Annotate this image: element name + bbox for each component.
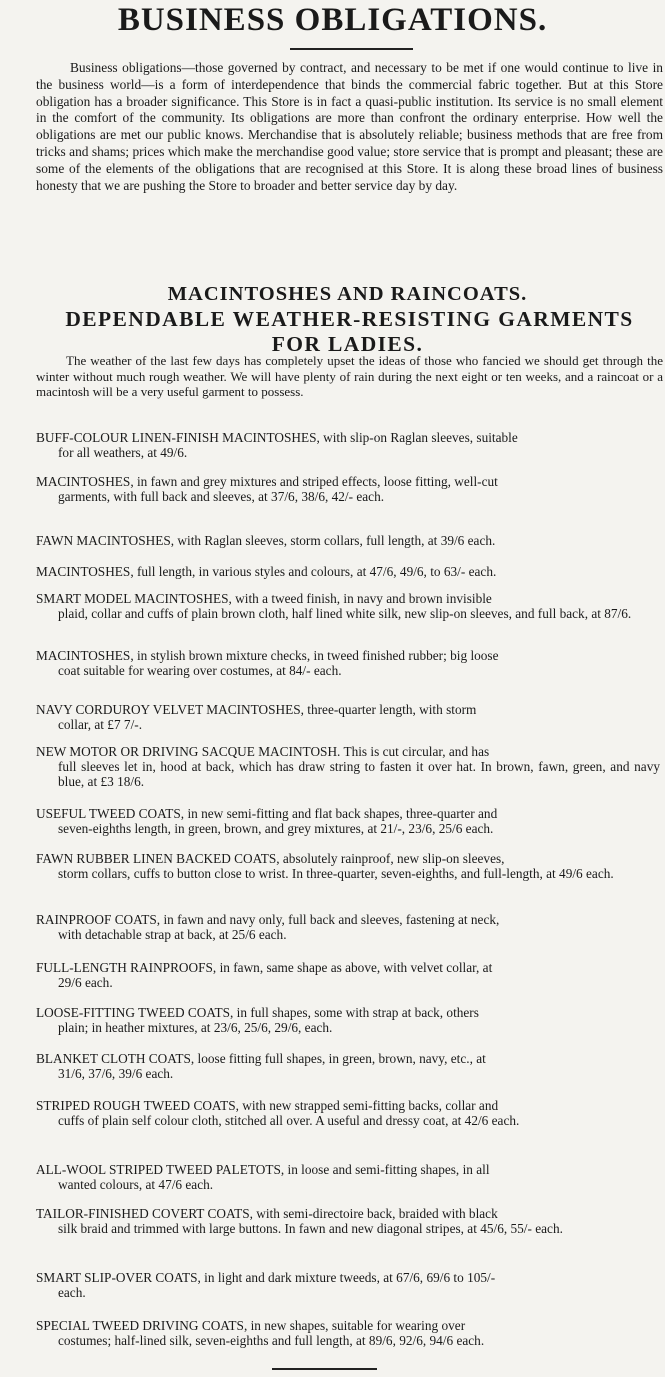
item-title: RAINPROOF COATS, in fawn and navy only, full back and sleeves, fastening at neck, [36,912,500,927]
subheading-for-ladies: FOR LADIES. [271,332,424,356]
item-title: NAVY CORDUROY VELVET MACINTOSHES, three-quarter length, with storm [36,702,477,717]
item-detail: 29/6 each. [58,975,113,990]
list-item [36,744,660,789]
item-detail: for all weathers, at 49/6. [58,445,188,460]
list-item [36,1206,660,1236]
list-item [36,648,660,678]
item-title: BLANKET CLOTH COATS, loose fitting full shapes, in green, brown, navy, etc., at [36,1051,486,1066]
list-item [36,960,660,990]
item-title: MACINTOSHES, full length, in various styles and colours, at 47/6, 49/6, to 63/- each. [36,564,497,579]
item-detail: collar, at £7 7/-. [58,717,143,732]
item-detail: cuffs of plain self colour cloth, stitched all over. A useful and dressy coat, at 42/6 each. [58,1113,520,1128]
list-item [36,1162,660,1192]
item-title: BUFF-COLOUR LINEN-FINISH MACINTOSHES, with slip-on Raglan sleeves, suitable [36,430,518,445]
list-item [36,430,660,460]
item-title: SMART SLIP-OVER COATS, in light and dark mixture tweeds, at 67/6, 69/6 to 105/- [36,1270,496,1285]
item-detail: costumes; half-lined silk, seven-eighths and full length, at 89/6, 92/6, 94/6 each. [58,1333,485,1348]
item-title: ALL-WOOL STRIPED TWEED PALETOTS, in loose and semi-fitting shapes, in all [36,1162,490,1177]
item-title: USEFUL TWEED COATS, in new semi-fitting and flat back shapes, three-quarter and [36,806,498,821]
item-title: NEW MOTOR OR DRIVING SACQUE MACINTOSH. This is cut circular, and has [36,744,490,759]
item-detail: plaid, collar and cuffs of plain brown cloth, half lined white silk, new slip-on sleeves, and full back, at 87/6. [58,606,632,621]
item-title: STRIPED ROUGH TWEED COATS, with new strapped semi-fitting backs, collar and [36,1098,499,1113]
list-item [36,1270,660,1300]
item-title: SPECIAL TWEED DRIVING COATS, in new shapes, suitable for wearing over [36,1318,466,1333]
item-title: MACINTOSHES, in fawn and grey mixtures and striped effects, loose fitting, well-cut [36,474,498,489]
item-title: FULL-LENGTH RAINPROOFS, in fawn, same shape as above, with velvet collar, at [36,960,493,975]
item-title: FAWN RUBBER LINEN BACKED COATS, absolutely rainproof, new slip-on sleeves, [36,851,505,866]
item-detail: storm collars, cuffs to button close to wrist. In three-quarter, seven-eighths, and full-length, at 49/6 each. [58,866,614,881]
item-detail: coat suitable for wearing over costumes, at 84/- each. [58,663,342,678]
list-item [36,474,660,504]
subheading-macintoshes: MACINTOSHES AND RAINCOATS. [167,283,528,305]
list-item [36,806,660,836]
item-detail: wanted colours, at 47/6 each. [58,1177,214,1192]
item-detail: each. [58,1285,86,1300]
list-item [36,851,660,881]
footer-rule [272,1368,377,1370]
list-item [36,1051,660,1081]
item-detail: silk braid and trimmed with large buttons. In fawn and new diagonal stripes, at 45/6, 55/- each. [58,1221,563,1236]
headline-rule [290,48,413,50]
list-item [36,1318,660,1348]
lead-paragraph: The weather of the last few days has completely upset the ideas of those who fancied we should get through the winter without much rough weather. We will have plenty of rain during the next eight or ten weeks, and a raincoat or a macintosh will be a very useful garment to possess. [36,353,663,399]
item-detail: seven-eighths length, in green, brown, and grey mixtures, at 21/-, 23/6, 25/6 each. [58,821,494,836]
intro-paragraph: Business obligations—those governed by contract, and necessary to be met if one would continue to live in the business world—is a form of interdependence that binds the commercial fabric together. But at this Store obligation has a broader significance. This Store is in fact a quasi-public institution. Its service is no small element in the comfort of the community. Its obligations are more than confront the ordinary enterprise. How well the obligations are met our public knows. Merchandise that is absolutely reliable; business methods that are free from tricks and shams; prices which make the merchandise good value; store service that is prompt and pleasant; these are some of the elements of the obligations that are recognised at this Store. It is along these broad lines of business honesty that we are pushing the Store to broader and better service day by day. [36,60,663,193]
item-title: SMART MODEL MACINTOSHES, with a tweed finish, in navy and brown invisible [36,591,492,606]
item-title: TAILOR-FINISHED COVERT COATS, with semi-directoire back, braided with black [36,1206,498,1221]
list-item [36,912,660,942]
list-item [36,591,660,621]
item-title: FAWN MACINTOSHES, with Raglan sleeves, storm collars, full length, at 39/6 each. [36,533,496,548]
item-detail: plain; in heather mixtures, at 23/6, 25/6, 29/6, each. [58,1020,333,1035]
item-detail: garments, with full back and sleeves, at 37/6, 38/6, 42/- each. [58,489,385,504]
item-title: MACINTOSHES, in stylish brown mixture checks, in tweed finished rubber; big loose [36,648,499,663]
list-item [36,1005,660,1035]
list-item [36,1098,660,1128]
item-detail: 31/6, 37/6, 39/6 each. [58,1066,174,1081]
list-item [36,533,660,548]
list-item [36,564,660,579]
item-title: LOOSE-FITTING TWEED COATS, in full shapes, some with strap at back, others [36,1005,479,1020]
item-detail: with detachable strap at back, at 25/6 each. [58,927,287,942]
list-item [36,702,660,732]
subheading-dependable: DEPENDABLE WEATHER-RESISTING GARMENTS [65,307,634,331]
headline: BUSINESS OBLIGATIONS. [117,2,548,38]
item-detail: full sleeves let in, hood at back, which has draw string to fasten it over hat. In brown, fawn, green, and navy blue, at £3 18/6. [58,759,660,789]
